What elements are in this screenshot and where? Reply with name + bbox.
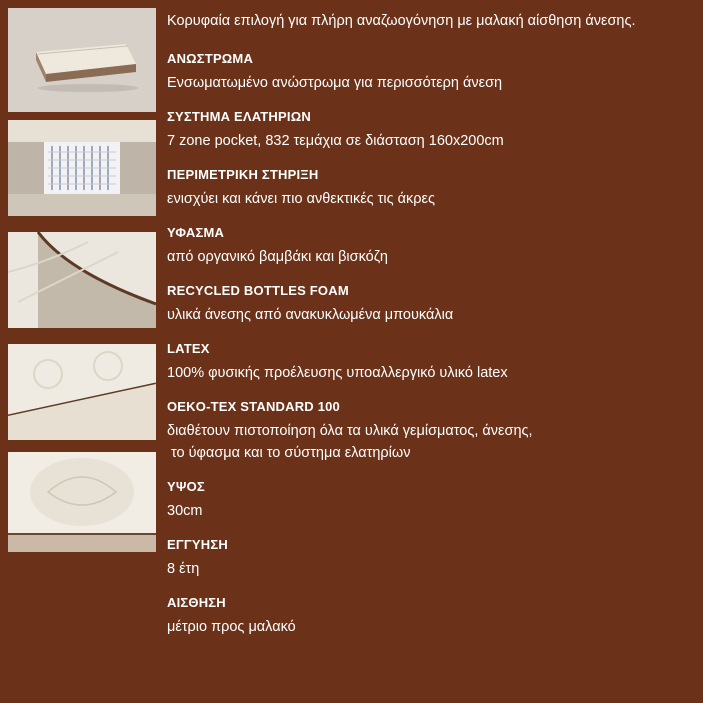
feature-value: 100% φυσικής προέλευσης υποαλλεργικό υλικό latex [167, 365, 508, 381]
feature-topper [167, 51, 697, 94]
fabric-image [8, 232, 156, 336]
feature-label: ΠΕΡΙΜΕΤΡΙΚΗ ΣΤΗΡΙΞΗ [167, 167, 319, 182]
feature-feel [167, 595, 697, 638]
feature-label: ΥΨΟΣ [167, 479, 205, 494]
feature-label: ΥΦΑΣΜΑ [167, 225, 225, 240]
mattress-overview-image [8, 8, 156, 112]
springs-image [8, 120, 156, 224]
feature-height [167, 479, 697, 522]
feature-label: ΑΙΣΘΗΣΗ [167, 595, 226, 610]
latex-image [8, 344, 156, 448]
feature-label: LATEX [167, 341, 210, 356]
feature-value: από οργανικό βαμβάκι και βισκόζη [167, 249, 388, 265]
feature-label: RECYCLED BOTTLES FOAM [167, 283, 349, 298]
feature-value-continued: το ύφασμα και το σύστημα ελατηρίων [171, 445, 411, 461]
feature-label: OEKO-TEX STANDARD 100 [167, 399, 340, 414]
feature-latex [167, 341, 697, 384]
feature-fabric [167, 225, 697, 268]
feature-warranty [167, 537, 697, 580]
feature-label: ΑΝΩΣΤΡΩΜΑ [167, 51, 254, 66]
product-intro: Κορυφαία επιλογή για πλήρη αναζωογόνηση με μαλακή αίσθηση άνεσης. [167, 13, 636, 29]
feature-oeko-tex [167, 399, 697, 464]
feature-value: 8 έτη [167, 561, 200, 577]
feature-label: ΣΥΣΤΗΜΑ ΕΛΑΤΗΡΙΩΝ [167, 109, 311, 124]
feature-value: ενισχύει και κάνει πιο ανθεκτικές τις άκρες [167, 191, 435, 207]
feature-label: ΕΓΓΥΗΣΗ [167, 537, 228, 552]
feature-value: διαθέτουν πιστοποίηση όλα τα υλικά γεμίσματος, άνεσης, [167, 423, 533, 439]
feature-recycled-foam [167, 283, 697, 326]
feature-value: υλικά άνεσης από ανακυκλωμένα μπουκάλια [167, 307, 454, 323]
feature-springs [167, 109, 697, 152]
feature-value: 30cm [167, 503, 203, 519]
embroidery-image [8, 452, 156, 556]
feature-value: Ενσωματωμένο ανώστρωμα για περισσότερη άνεση [167, 75, 503, 91]
feature-value: μέτριο προς μαλακό [167, 619, 296, 635]
feature-value: 7 zone pocket, 832 τεμάχια σε διάσταση 160x200cm [167, 133, 504, 149]
feature-perimeter [167, 167, 697, 210]
